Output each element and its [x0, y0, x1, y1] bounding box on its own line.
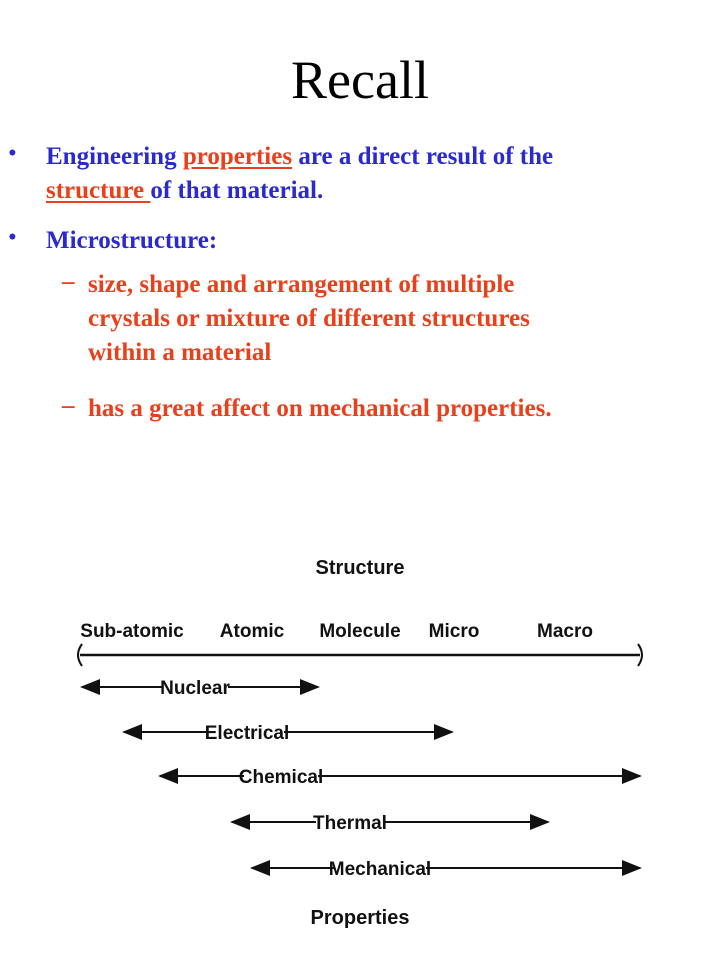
sub-bullet-dash: – — [62, 268, 75, 295]
slide-title: Recall — [291, 50, 429, 110]
sub-bullet-dash: – — [62, 392, 75, 419]
property-nuclear: Nuclear — [160, 678, 230, 699]
structure-properties-diagram — [0, 540, 720, 960]
scale-micro: Micro — [428, 621, 480, 642]
properties-link[interactable]: properties — [182, 143, 293, 170]
bullet-microstructure: Microstructure: — [46, 227, 218, 254]
structure-label: Structure — [315, 557, 405, 579]
sub1-line2: crystals or mixture of different structures — [88, 305, 530, 332]
sub-bullet-effect: has a great affect on mechanical properties. — [88, 395, 552, 422]
structure-link[interactable]: structure — [46, 177, 151, 204]
property-mechanical: Mechanical — [328, 859, 432, 880]
bullet-dot: • — [8, 140, 17, 167]
sub1-line1: size, shape and arrangement of multiple — [88, 271, 515, 298]
property-electrical: Electrical — [204, 723, 290, 744]
scale-atomic: Atomic — [219, 621, 285, 642]
property-chemical: Chemical — [238, 767, 324, 788]
bullet1-text-b: are a direct result of the — [292, 143, 554, 170]
properties-label: Properties — [310, 907, 410, 929]
bullet-engineering-properties — [46, 140, 716, 208]
sub-bullet-definition — [88, 268, 530, 370]
scale-molecule: Molecule — [319, 621, 401, 642]
sub1-line3: within a material — [88, 339, 272, 366]
scale-sub-atomic: Sub-atomic — [80, 621, 184, 642]
bullet1-text-c: of that material. — [150, 177, 324, 204]
scale-macro: Macro — [537, 621, 593, 642]
bullet-dot: • — [8, 224, 17, 251]
property-thermal: Thermal — [313, 813, 387, 834]
bullet1-text-a: Engineering — [46, 143, 183, 170]
